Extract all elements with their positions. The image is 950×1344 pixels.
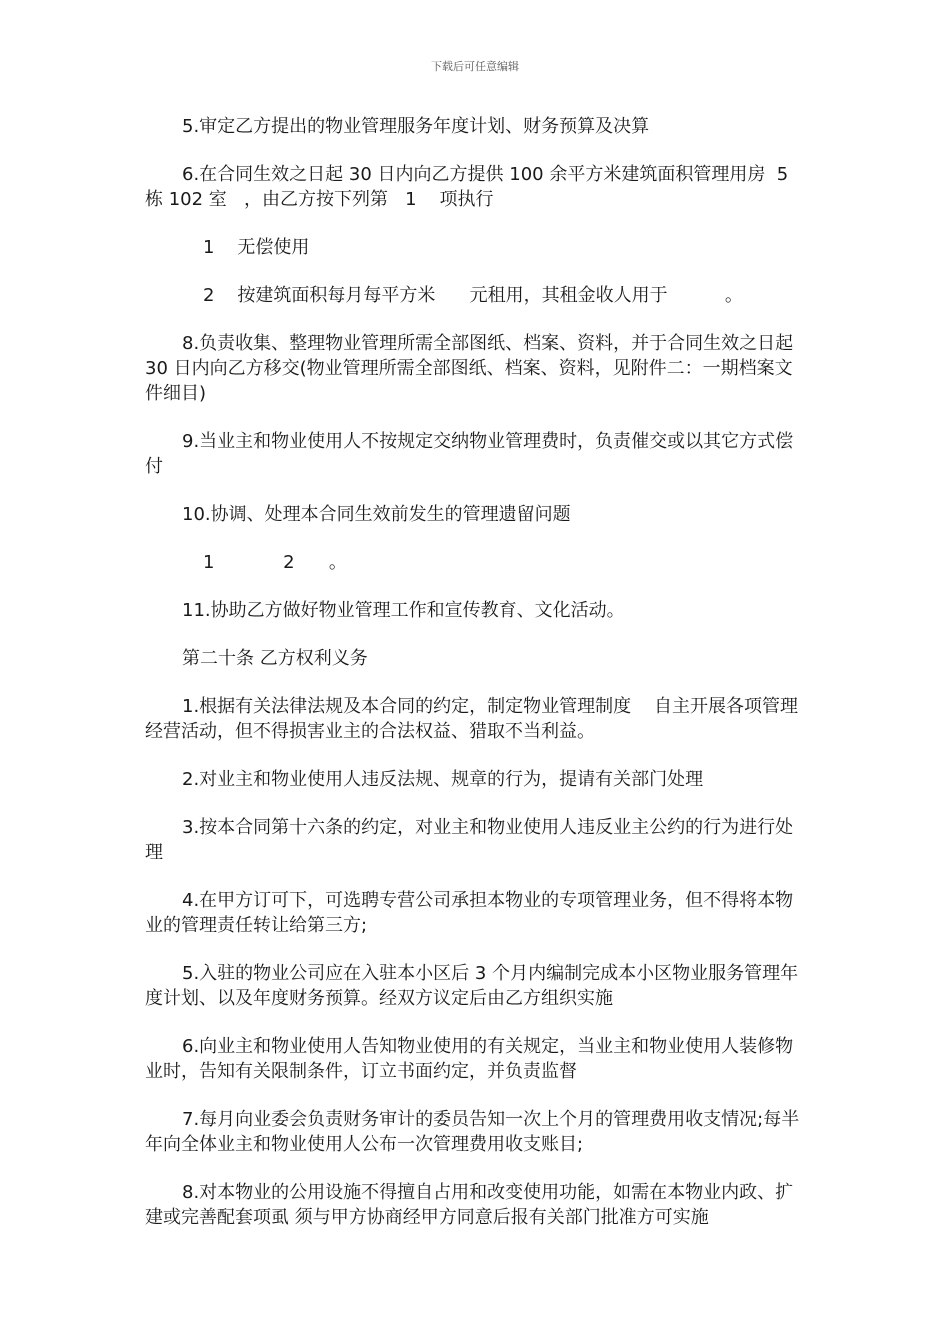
header-note: 下载后可任意编辑 bbox=[431, 60, 519, 73]
paragraph: 10.协调、处理本合同生效前发生的管理遗留问题 bbox=[182, 504, 571, 525]
paragraph: 9.当业主和物业使用人不按规定交纳物业管理费时，负责催交或以其它方式偿付 bbox=[145, 431, 794, 477]
paragraph: 4.在甲方订可下，可选聘专营公司承担本物业的专项管理业务，但不得将本物业的管理责任转让给第三方; bbox=[145, 890, 794, 936]
paragraph: 1.根据有关法律法规及本合同的约定，制定物业管理制度 自主开展各项管理经营活动，但不得损害业主的合法权益、猎取不当利益。 bbox=[145, 696, 799, 742]
paragraph: 2.对业主和物业使用人违反法规、规章的行为，提请有关部门处理 bbox=[182, 769, 704, 790]
paragraph: 1 2 。 bbox=[203, 552, 347, 573]
paragraph: 8.负责收集、整理物业管理所需全部图纸、档案、资料，并于合同生效之日起 30 日内向乙方移交(物业管理所需全部图纸、档案、资料，见附件二：一期档案文件细目) bbox=[145, 333, 799, 404]
paragraph: 5.入驻的物业公司应在入驻本小区后 3 个月内编制完成本小区物业服务管理年度计划、以及年度财务预算。经双方议定后由乙方组织实施 bbox=[145, 963, 799, 1009]
paragraph: 5.审定乙方提出的物业管理服务年度计划、财务预算及决算 bbox=[182, 116, 650, 137]
paragraph: 6.向业主和物业使用人告知物业使用的有关规定，当业主和物业使用人装修物业时，告知有关限制条件，订立书面约定，并负责监督 bbox=[145, 1036, 794, 1082]
paragraph: 6.在合同生效之日起 30 日内向乙方提供 100 余平方米建筑面积管理用房 5 栋 102 室 ，由乙方按下列第 1 项执行 bbox=[145, 164, 794, 210]
paragraph: 2 按建筑面积每月每平方米 元租用，其租金收人用于 。 bbox=[203, 285, 743, 306]
section-heading: 第二十条 乙方权利义务 bbox=[182, 648, 368, 669]
paragraph: 11.协助乙方做好物业管理工作和宣传教育、文化活动。 bbox=[182, 600, 625, 621]
paragraph: 1 无偿使用 bbox=[203, 237, 310, 258]
paragraph: 8.对本物业的公用设施不得擅自占用和改变使用功能，如需在本物业内政、扩建或完善配套项虱 须与甲方协商经甲方同意后报有关部门批准方可实施 bbox=[145, 1182, 794, 1228]
paragraph: 7.每月向业委会负责财务审计的委员告知一次上个月的管理费用收支情况;每半年向全体业主和物业使用人公布一次管理费用收支账目; bbox=[145, 1109, 800, 1155]
document-body bbox=[145, 114, 805, 1253]
paragraph: 3.按本合同第十六条的约定，对业主和物业使用人违反业主公约的行为进行处理 bbox=[145, 817, 794, 863]
